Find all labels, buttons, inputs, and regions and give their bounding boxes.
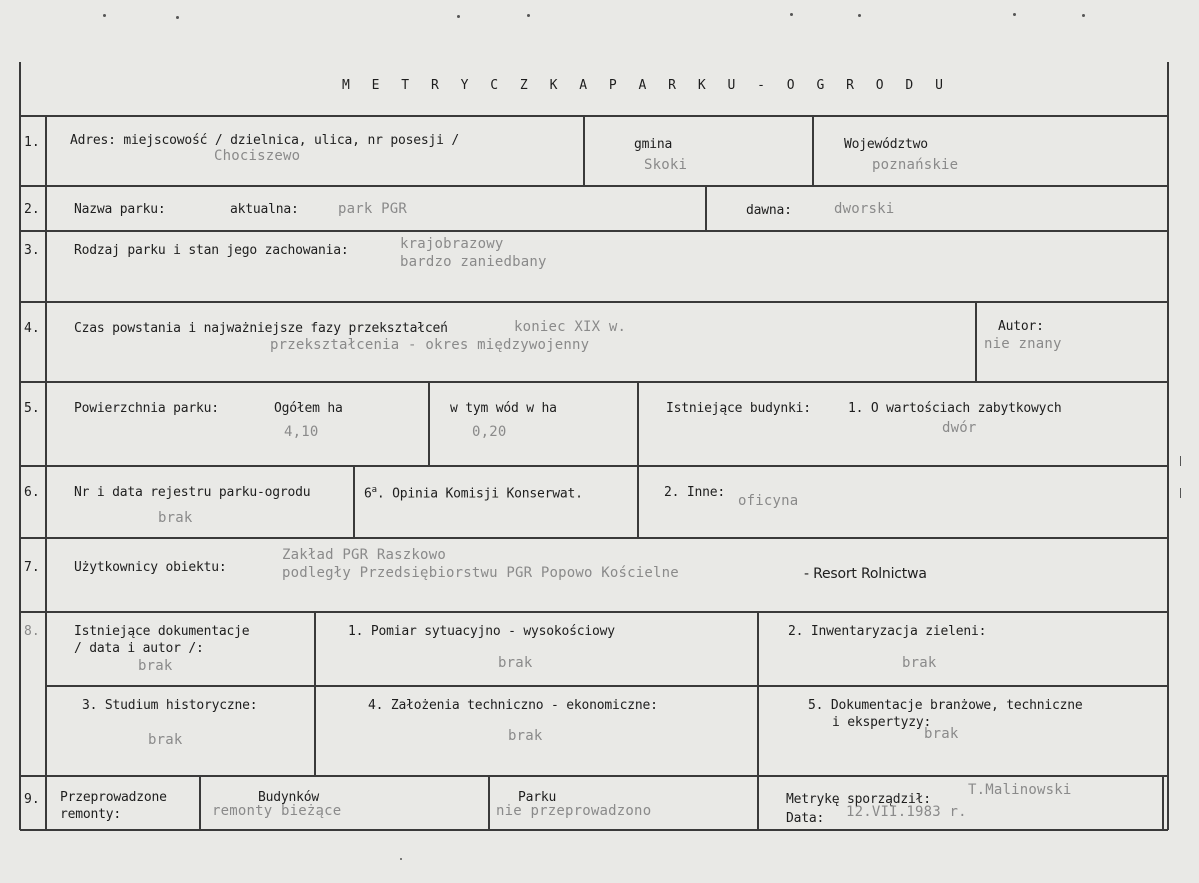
historic-buildings-label: 1. O wartościach zabytkowych	[848, 401, 1062, 416]
scan-speck	[858, 14, 861, 17]
row-7-number: 7.	[24, 560, 40, 575]
date-value: 12.VII.1983 r.	[846, 804, 967, 820]
branch-docs-label: 5. Dokumentacje branżowe, techniczne	[808, 698, 1083, 713]
prepared-by-value: T.Malinowski	[968, 782, 1072, 798]
author-value: nie znany	[984, 336, 1062, 352]
former-name-label: dawna:	[746, 203, 792, 218]
address-value: Chociszewo	[214, 148, 301, 164]
opinion-number: 6	[364, 486, 372, 502]
total-area-value: 4,10	[284, 424, 319, 440]
former-name-value: dworski	[834, 201, 895, 217]
existing-buildings-label: Istniejące budynki:	[666, 401, 811, 416]
buildings-renovation-value: remonty bieżące	[212, 803, 342, 819]
scan-speck	[790, 13, 793, 16]
area-label: Powierzchnia parku:	[74, 401, 219, 416]
documentation-value: brak	[138, 658, 173, 674]
scan-speck	[1180, 456, 1181, 466]
row-3-number: 3.	[24, 243, 40, 258]
prepared-by-label: Metrykę sporządził:	[786, 792, 931, 807]
register-value: brak	[158, 510, 193, 526]
survey-value: brak	[498, 655, 533, 671]
user-name-value: Zakład PGR Raszkowo	[282, 547, 446, 563]
user-parent-value: podległy Przedsiębiorstwu PGR Popowo Kościelne	[282, 565, 679, 581]
branch-docs-sublabel: i ekspertyzy:	[832, 715, 932, 730]
row-2-number: 2.	[24, 202, 40, 217]
voivodeship-label: Województwo	[844, 137, 928, 152]
current-name-value: park PGR	[338, 201, 408, 217]
other-buildings-value: oficyna	[738, 493, 799, 509]
scan-speck	[176, 16, 179, 19]
scan-speck	[1013, 13, 1016, 16]
register-label: Nr i data rejestru parku-ogrodu	[74, 485, 311, 500]
park-record-card	[18, 62, 1170, 832]
scan-speck	[527, 14, 530, 17]
greenery-inventory-label: 2. Inwentaryzacja zieleni:	[788, 624, 987, 639]
conservator-opinion-label	[364, 485, 583, 501]
gmina-label: gmina	[634, 137, 673, 152]
park-condition-value: bardzo zaniedbany	[400, 254, 547, 270]
transformation-value: przekształcenia - okres międzywojenny	[270, 337, 590, 353]
form-grid-lines	[18, 62, 1170, 832]
tech-econ-label: 4. Założenia techniczno - ekonomiczne:	[368, 698, 658, 713]
scan-speck	[400, 858, 402, 860]
documentation-sublabel: / data i autor /:	[74, 641, 204, 656]
scan-speck	[1082, 14, 1085, 17]
park-renovation-label: Parku	[518, 790, 557, 805]
documentation-label: Istniejące dokumentacje	[74, 624, 250, 639]
author-label: Autor:	[998, 319, 1044, 334]
opinion-text: . Opinia Komisji Konserwat.	[376, 486, 583, 502]
users-label: Użytkownicy obiektu:	[74, 560, 227, 575]
buildings-renovation-label: Budynków	[258, 790, 320, 805]
opinion-superscript: a	[371, 485, 377, 495]
origin-label: Czas powstania i najważniejsze fazy przekształceń	[74, 321, 448, 336]
gmina-value: Skoki	[644, 157, 688, 173]
survey-label: 1. Pomiar sytuacyjno - wysokościowy	[348, 624, 615, 639]
park-renovation-value: nie przeprowadzono	[496, 803, 652, 819]
branch-docs-value: brak	[924, 726, 959, 742]
park-type-label: Rodzaj parku i stan jego zachowania:	[74, 243, 349, 258]
historical-study-label: 3. Studium historyczne:	[82, 698, 258, 713]
greenery-inventory-value: brak	[902, 655, 937, 671]
origin-period-value: koniec XIX w.	[514, 319, 627, 335]
total-area-label: Ogółem ha	[274, 401, 343, 416]
row-4-number: 4.	[24, 321, 40, 336]
other-buildings-label: 2. Inne:	[664, 485, 726, 500]
water-area-value: 0,20	[472, 424, 507, 440]
tech-econ-value: brak	[508, 728, 543, 744]
historic-buildings-value: dwór	[942, 420, 977, 436]
ministry-value: - Resort Rolnictwa	[804, 566, 927, 582]
row-8-number: 8.	[24, 624, 40, 639]
scan-speck	[457, 15, 460, 18]
voivodeship-value: poznańskie	[872, 157, 959, 173]
row-9-number: 9.	[24, 792, 40, 807]
water-area-label: w tym wód w ha	[450, 401, 557, 416]
scan-speck	[103, 14, 106, 17]
renovations-sublabel: remonty:	[60, 807, 122, 822]
scan-speck	[1180, 488, 1181, 498]
renovations-label: Przeprowadzone	[60, 790, 167, 805]
park-name-label: Nazwa parku:	[74, 202, 166, 217]
row-6-number: 6.	[24, 485, 40, 500]
form-title: M E T R Y C Z K A P A R K U - O G R O D U	[342, 78, 950, 93]
row-5-number: 5.	[24, 401, 40, 416]
historical-study-value: brak	[148, 732, 183, 748]
current-name-label: aktualna:	[230, 202, 299, 217]
park-type-value: krajobrazowy	[400, 236, 504, 252]
row-1-number: 1.	[24, 135, 40, 150]
address-label: Adres: miejscowość / dzielnica, ulica, nr posesji /	[70, 133, 459, 148]
date-label: Data:	[786, 811, 825, 826]
